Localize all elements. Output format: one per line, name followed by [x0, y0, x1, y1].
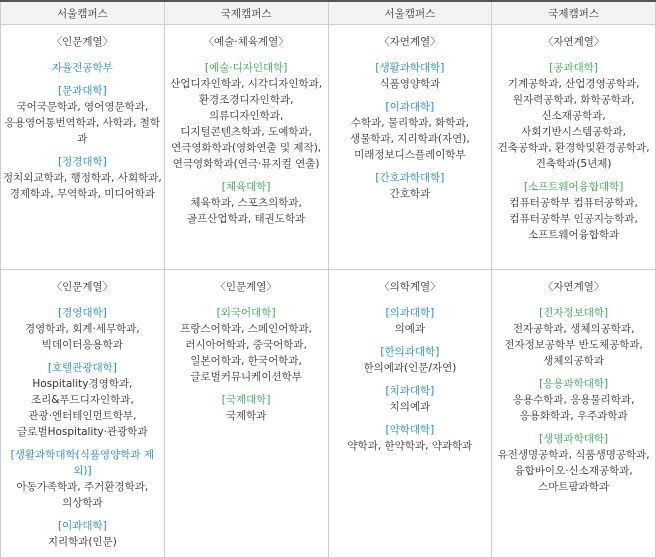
department-line: 컴퓨터공학부 인공지능학과,: [509, 213, 638, 225]
department-line: 글로벌커뮤니케이션학부: [190, 371, 302, 383]
department-line: 전자공학과, 생체의공학과,: [512, 323, 635, 335]
department-line: 간호학과: [389, 188, 431, 200]
campus-header: 서울캠퍼스: [328, 1, 492, 25]
department-cell: [328, 270, 492, 558]
department-line: 건축학과(5년제): [535, 158, 612, 170]
department-line: Hospitality경영학과,: [32, 378, 133, 390]
department-line: 연극영화학과(영화연출 및 제작),: [171, 142, 322, 154]
department-line: 의예과: [394, 323, 426, 335]
college-name: [생명과학대학]: [539, 433, 609, 445]
college-name: [경영대학]: [57, 307, 107, 319]
department-line: 수학과, 물리학과, 화학과,: [350, 117, 469, 129]
department-line: 일본어학과, 한국어학과,: [190, 355, 302, 367]
category-heading: 〈의학계열〉: [379, 281, 441, 293]
department-line: 경제학과, 무역학과, 미디어학과: [9, 188, 155, 200]
department-line: 아동가족학과, 주거환경학과,: [16, 481, 149, 493]
department-line: 빅데이터응용학과: [41, 339, 123, 351]
department-line: 조리&푸드디자인학과,: [30, 394, 134, 406]
category-heading: 〈자연계열〉: [379, 36, 441, 48]
college-name: [체육대학]: [221, 181, 271, 193]
department-line: 치의예과: [389, 401, 431, 413]
college-group: [331, 60, 490, 92]
department-line: 신소재공학과,: [541, 110, 606, 122]
college-name: [이과대학]: [57, 520, 107, 532]
college-name: [공과대학]: [549, 62, 598, 74]
college-name: [의과대학]: [385, 307, 435, 319]
department-line: 의류디자인학과,: [208, 110, 284, 122]
department-cell: [164, 25, 328, 270]
college-group: [494, 60, 653, 172]
college-name: [호텔관광대학]: [47, 362, 117, 374]
department-line: 응용화학과, 우주과학과: [519, 410, 628, 422]
category-heading: 〈인문계열〉: [215, 281, 277, 293]
department-line: 응용영어통번역학과, 사학과, 철학과: [4, 117, 161, 145]
college-name: [간호과학대학]: [375, 172, 445, 184]
header-row: [1, 1, 656, 25]
department-cell: [492, 25, 656, 270]
campus-header: 서울캠퍼스: [1, 1, 165, 25]
department-line: 환경조경디자인학과,: [198, 94, 294, 106]
college-name: [치과대학]: [385, 385, 435, 397]
college-name: [정경대학]: [57, 156, 107, 168]
department-cell: [1, 25, 165, 270]
department-line: 국어국문학과, 영어영문학과,: [16, 101, 149, 113]
college-name: [문과대학]: [57, 85, 107, 97]
college-group: [3, 60, 162, 76]
college-group: [494, 179, 653, 243]
department-line: 의상학과: [62, 497, 103, 509]
college-name: [응용과학대학]: [539, 378, 609, 390]
college-group: [331, 422, 490, 454]
category-heading: 〈자연계열〉: [542, 281, 605, 293]
college-name: [한의과대학]: [380, 346, 440, 358]
department-line: 경영학과, 회계·세무학과,: [24, 323, 140, 335]
category-heading: 〈예술·체육계열〉: [203, 36, 289, 48]
department-line: 원자력공학과, 화학공학과,: [512, 94, 635, 106]
college-name: [외국어대학]: [216, 307, 276, 319]
college-group: [331, 344, 490, 376]
college-name: [약학대학]: [385, 424, 435, 436]
category-heading: 〈인문계열〉: [51, 36, 114, 48]
department-line: 관광·엔터테인먼트학부,: [28, 410, 137, 422]
department-line: 생물학과, 지리학과(자연),: [350, 133, 470, 145]
department-line: 산업디자인학과, 시각디자인학과,: [170, 78, 323, 90]
college-group: [3, 360, 162, 440]
department-line: 프랑스어학과, 스페인어학과,: [180, 323, 312, 335]
college-group: [3, 447, 162, 511]
college-group: [167, 305, 326, 385]
department-line: 한의예과(인문/자연): [363, 362, 457, 374]
college-group: [494, 431, 653, 495]
table-row: [1, 270, 656, 558]
table-row: [1, 25, 656, 270]
college-group: [3, 305, 162, 353]
college-name: [국제대학]: [221, 394, 271, 406]
department-line: 약학과, 한약학과, 약과학과: [347, 440, 473, 452]
department-cell: [328, 25, 492, 270]
college-name: [소프트웨어융합대학]: [523, 181, 624, 193]
department-line: 디지털콘텐츠학과, 도예학과,: [180, 126, 312, 138]
department-line: 스마트팜과학과: [538, 481, 610, 493]
college-group: [331, 383, 490, 415]
campus-header: 국제캠퍼스: [164, 1, 328, 25]
department-line: 컴퓨터공학부 컴퓨터공학과,: [509, 197, 638, 209]
department-line: 골프산업학과, 태권도학과: [187, 213, 306, 225]
college-name: [이과대학]: [385, 101, 435, 113]
category-heading: 〈자연계열〉: [542, 36, 605, 48]
department-cell: [492, 270, 656, 558]
college-group: [494, 305, 653, 369]
department-line: 소프트웨어융합학과: [527, 229, 620, 241]
college-name: [예술·디자인대학]: [204, 62, 288, 74]
college-name: [생활과학대학(식품영양학과 제외)]: [10, 449, 155, 477]
college-group: [3, 518, 162, 550]
college-group: [331, 170, 490, 202]
department-line: 연극영화학과(연극·뮤지컬 연출): [172, 158, 320, 170]
college-group: [3, 83, 162, 147]
department-line: 건축공학과, 환경학및환경공학과,: [497, 142, 650, 154]
campus-header: 국제캠퍼스: [492, 1, 656, 25]
department-line: 글로벌Hospitality·관광학과: [17, 426, 148, 438]
college-group: [331, 99, 490, 163]
college-name: [생활과학대학]: [375, 62, 445, 74]
department-cell: [1, 270, 165, 558]
department-line: 융합바이오·신소재공학과,: [514, 465, 633, 477]
college-group: [167, 392, 326, 424]
department-line: 전자정보공학부 반도체공학과,: [504, 339, 643, 351]
college-group: [494, 376, 653, 424]
department-line: 지리학과(인문): [47, 536, 117, 548]
department-line: 기계공학과, 산업경영공학과,: [507, 78, 640, 90]
department-line: 응용수학과, 응용물리학과,: [512, 394, 635, 406]
department-line: 국제학과: [225, 410, 267, 422]
department-line: 생체의공학과: [543, 355, 605, 367]
department-line: 체육학과, 스포츠의학과,: [190, 197, 302, 209]
department-line: 미래정보디스플레이학부: [354, 149, 466, 161]
college-group: [167, 60, 326, 172]
department-line: 정치외교학과, 행정학과, 사회학과,: [3, 172, 162, 184]
college-group: [331, 305, 490, 337]
department-line: 유전생명공학과, 식품생명공학과,: [497, 449, 650, 461]
department-line: 사회기반시스템공학과,: [521, 126, 627, 138]
college-name: [전자정보대학]: [539, 307, 609, 319]
category-heading: 〈인문계열〉: [51, 281, 114, 293]
department-cell: [164, 270, 328, 558]
department-line: 식품영양학과: [379, 78, 441, 90]
college-group: [167, 179, 326, 227]
department-line: 러시아어학과, 중국어학과,: [185, 339, 307, 351]
college-name: 자율전공학부: [51, 62, 113, 74]
college-group: [3, 154, 162, 202]
